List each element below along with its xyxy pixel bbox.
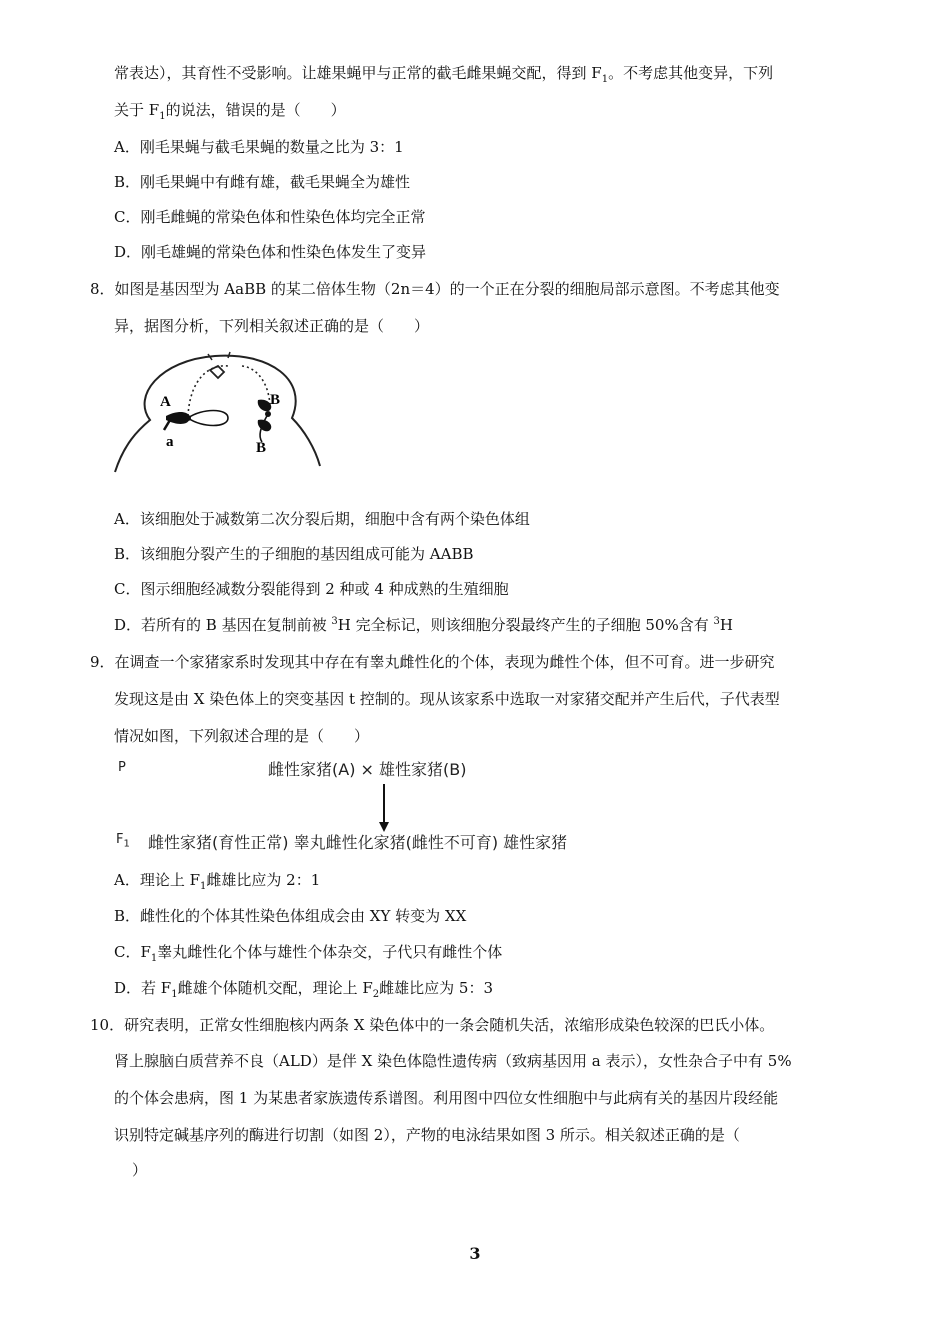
q10-stem-line3: 的个体会患病，图 1 为某患者家族遗传系谱图。利用图中四位女性细胞中与此病有关的基因片段经能 <box>114 1089 779 1107</box>
q9-stem-line2: 发现这是由 X 染色体上的突变基因 t 控制的。现从该家系中选取一对家猪交配并产生后代，子代表型 <box>114 690 780 708</box>
cross-f1-offspring: 雌性家猪(育性正常) 睾丸雌性化家猪(雌性不可育) 雄性家猪 <box>148 833 568 852</box>
cross-p-label: P <box>118 760 126 775</box>
gene-label-B-top: B <box>270 392 281 408</box>
q10-stem-line1: 10．研究表明，正常女性细胞核内两条 X 染色体中的一条会随机失活，浓缩形成染色较深的巴氏小体。 <box>90 1016 775 1034</box>
gene-label-a: a <box>166 434 174 450</box>
q8-stem-line1: 8．如图是基因型为 AaBB 的某二倍体生物（2n＝4）的一个正在分裂的细胞局部示意图。不考虑其他变 <box>90 280 780 298</box>
q7-stem-line2: 关于 $F_1$的说法，错误的是（ ） <box>114 101 346 122</box>
q8-stem-line2: 异，据图分析，下列相关叙述正确的是（ ） <box>114 317 430 335</box>
q7-option-c: C．刚毛雌蝇的常染色体和性染色体均完全正常 <box>114 208 426 226</box>
left-chromosome <box>164 411 228 431</box>
q9-option-a: A．理论上 $F_1$雌雄比应为 2：1 <box>114 871 321 892</box>
q9-option-c: C．$F_1$睾丸雌性化个体与雄性个体杂交，子代只有雌性个体 <box>114 943 503 964</box>
q7-option-a: A．刚毛果蝇与截毛果蝇的数量之比为 3：1 <box>114 138 404 156</box>
gene-label-B-bottom: B <box>256 440 267 456</box>
q9-option-d: D．若 $F_1$雌雄个体随机交配，理论上 $F_2$雌雄比应为 5：3 <box>114 979 493 1000</box>
q9-option-b: B．雌性化的个体其性染色体组成会由 XY 转变为 XX <box>114 907 467 925</box>
cross-f1-label: $F_1$ <box>116 832 130 850</box>
cross-arrow-icon <box>377 784 391 834</box>
q10-stem-line4: 识别特定碱基序列的酶进行切割（如图 2），产物的电泳结果如图 3 所示。相关叙述正确的是（ <box>114 1126 740 1144</box>
q9-stem-line1: 9．在调查一个家猪家系时发现其中存在有睾丸雌性化的个体，表现为雌性个体，但不可育。进一步研究 <box>90 653 775 671</box>
cell-division-figure <box>110 348 325 478</box>
q10-stem-line2: 肾上腺脑白质营养不良（ALD）是伴 X 染色体隐性遗传病（致病基因用 a 表示），女性杂合子中有 5% <box>114 1052 792 1070</box>
q8-option-b: B．该细胞分裂产生的子细胞的基因组成可能为 AABB <box>114 545 474 563</box>
q8-option-c: C．图示细胞经减数分裂能得到 2 种或 4 种成熟的生殖细胞 <box>114 580 509 598</box>
q7-stem-line1: 常表达），其育性不受影响。让雄果蝇甲与正常的截毛雌果蝇交配，得到 $F_1$。不考虑其他变异，下列 <box>114 64 774 85</box>
q9-stem-line3: 情况如图，下列叙述合理的是（ ） <box>114 727 370 745</box>
q7-option-b: B．刚毛果蝇中有雌有雄，截毛果蝇全为雄性 <box>114 173 411 191</box>
q10-stem-line5: ） <box>132 1161 148 1179</box>
cross-parents: 雌性家猪(A) × 雄性家猪(B) <box>268 760 467 779</box>
q8-option-a: A．该细胞处于减数第二次分裂后期，细胞中含有两个染色体组 <box>114 510 530 528</box>
q7-option-d: D．刚毛雄蝇的常染色体和性染色体发生了变异 <box>114 243 427 261</box>
gene-label-A: A <box>160 394 171 410</box>
page-number: 3 <box>469 1244 481 1263</box>
q8-option-d: D．若所有的 B 基因在复制前被 $^3$H 完全标记，则该细胞分裂最终产生的子细胞 50%含有 $^3$H <box>114 616 733 634</box>
